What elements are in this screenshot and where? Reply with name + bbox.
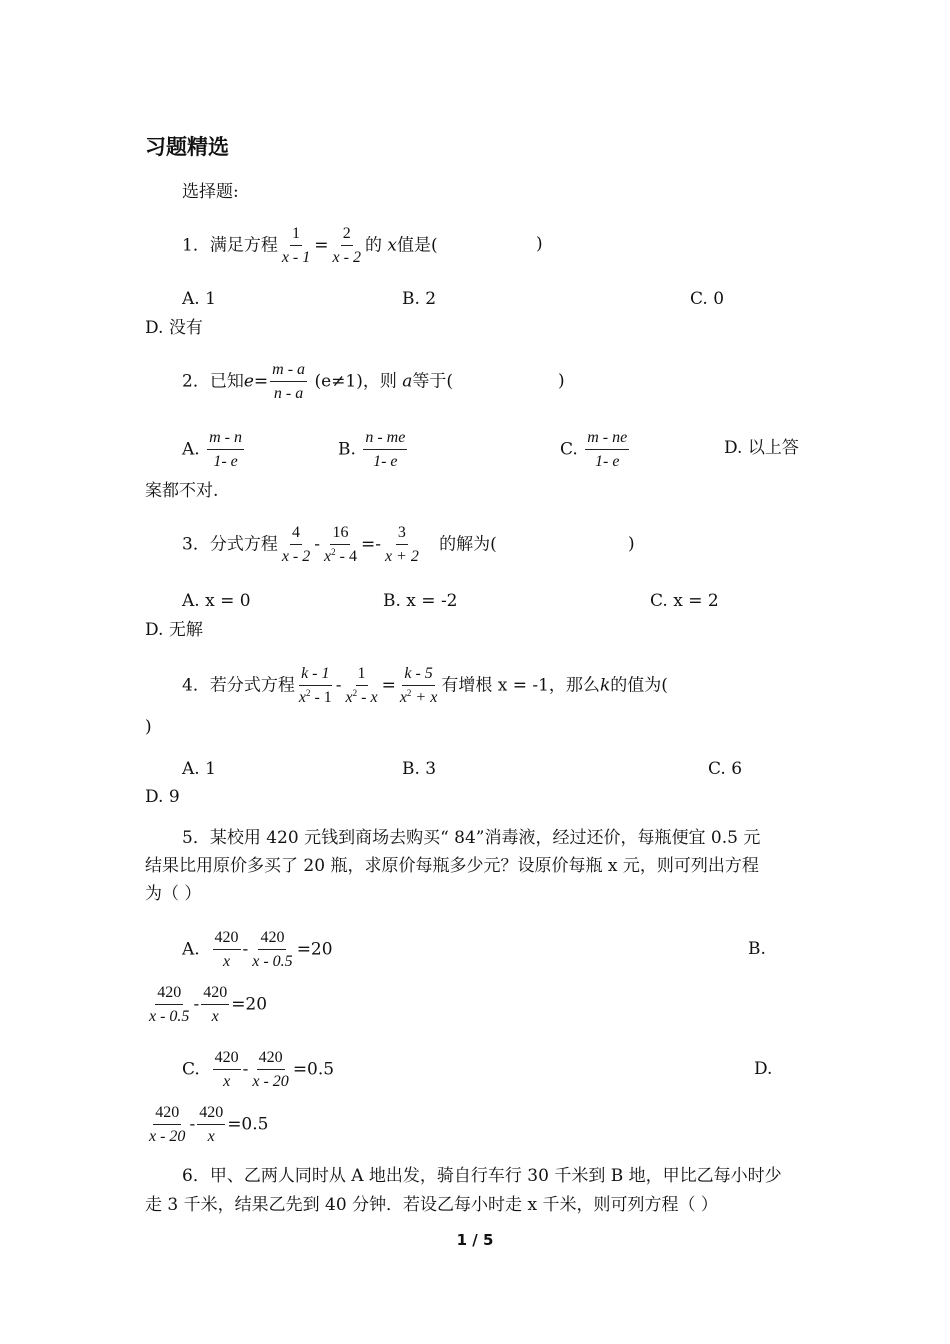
q5-a-fraction-1: $\frac{420}{x}$ (214, 929, 239, 970)
q4-variable: k (599, 675, 611, 696)
q4-fraction-2: $\frac{1}{x^2 - x}$ (345, 665, 378, 706)
q5-option-d-label: D. (754, 1059, 773, 1079)
q5-line-2: 结果比用原价多买了 20 瓶，求原价每瓶多少元？设原价每瓶 x 元，则可列出方程 (145, 856, 759, 876)
q4-fraction-3: $\frac{k - 5}{x^2 + x}$ (399, 665, 438, 706)
q3-option-d: D. 无解 (145, 620, 203, 640)
q5-c-fraction-2: $\frac{420}{x - 20}$ (252, 1049, 289, 1090)
q5-option-d: $\frac{420}{x - 20}$ - $\frac{420}{x}$ =0.5 (149, 1104, 269, 1145)
q2-option-c: C. $\frac{m - ne}{1- e}$ (560, 429, 628, 470)
page-title: 习题精选 (145, 135, 229, 159)
q5-option-c: C. $\frac{420}{x}$ - $\frac{420}{x - 20}$ =0.5 (182, 1049, 335, 1090)
q1-suffix: 的 (364, 235, 382, 256)
q3-option-c: C. x = 2 (650, 591, 719, 611)
q4-option-d: D. 9 (145, 787, 180, 807)
q3-option-a: A. x = 0 (182, 591, 251, 611)
q2-close-paren: ) (558, 371, 565, 391)
q1-fraction-1: $\frac{1}{x - 1}$ (281, 225, 311, 266)
equals-sign: =- (360, 534, 381, 555)
q5-b-fraction-2: $\frac{420}{x}$ (203, 984, 228, 1025)
q4-close-paren: ) (145, 717, 152, 737)
q2-variable: a (402, 371, 413, 392)
q6-line-2: 走 3 千米，结果乙先到 40 分钟．若设乙每小时走 x 千米，则可列方程（ ） (145, 1195, 718, 1215)
q4-suffix: 有增根 x = -1，那么 (441, 675, 600, 696)
q4-option-c: C. 6 (708, 759, 743, 779)
q1-variable: x (387, 235, 397, 256)
q2-option-c-fraction: $\frac{m - ne}{1- e}$ (587, 429, 628, 470)
q2-suffix: 等于( (412, 371, 454, 392)
q5-option-a: A. $\frac{420}{x}$ - $\frac{420}{x - 0.5}$ =20 (182, 929, 333, 970)
question-2 (182, 360, 453, 404)
q1-option-c: C. 0 (690, 289, 725, 309)
q2-condition: (e≠1)，则 (314, 371, 397, 392)
q1-option-a: A. 1 (182, 289, 216, 309)
q4-option-b: B. 3 (402, 759, 437, 779)
question-3 (182, 523, 497, 567)
equals-sign: = (314, 235, 329, 256)
q2-option-d: D. 以上答 (724, 438, 799, 458)
q3-prefix: 3．分式方程 (182, 534, 278, 555)
q1-fraction-2: $\frac{2}{x - 2}$ (332, 225, 361, 266)
q5-a-fraction-2: $\frac{420}{x - 0.5}$ (252, 929, 293, 970)
q3-fraction-2: $\frac{16}{x^2 - 4}$ (324, 524, 357, 565)
q5-b-fraction-1: $\frac{420}{x - 0.5}$ (149, 984, 190, 1025)
q3-fraction-3: $\frac{3}{x + 2}$ (384, 524, 419, 565)
page-number: 1 / 5 (456, 1231, 494, 1249)
q2-option-a-fraction: $\frac{m - n}{1- e}$ (209, 429, 242, 470)
q2-option-b: B. $\frac{n - me}{1- e}$ (338, 429, 406, 470)
q3-option-b: B. x = -2 (383, 591, 458, 611)
q2-fraction: $\frac{m - a}{n - a}$ (272, 361, 306, 402)
q5-d-fraction-2: $\frac{420}{x}$ (199, 1104, 224, 1145)
q1-prefix: 1．满足方程 (182, 235, 278, 256)
q1-close-paren: ) (536, 234, 543, 254)
question-1 (182, 224, 438, 268)
q2-option-b-fraction: $\frac{n - me}{1- e}$ (365, 429, 406, 470)
q6-line-1: 6．甲、乙两人同时从 A 地出发，骑自行车行 30 千米到 B 地，甲比乙每小时少 (182, 1166, 782, 1186)
equals-sign: = (253, 371, 269, 392)
q1-option-b: B. 2 (402, 289, 437, 309)
question-4 (182, 664, 668, 708)
q5-option-b-label: B. (748, 939, 766, 959)
q4-suffix-b: 的值为( (610, 675, 668, 696)
q4-prefix: 4．若分式方程 (182, 675, 295, 696)
q2-prefix: 2．已知 (182, 371, 244, 392)
section-heading: 选择题: (182, 182, 239, 202)
q5-line-3: 为（ ） (145, 884, 202, 904)
minus-sign: - (314, 534, 321, 555)
q3-suffix: 的解为( (439, 534, 497, 555)
q3-fraction-1: $\frac{4}{x - 2}$ (281, 524, 311, 565)
q4-fraction-1: $\frac{k - 1}{x^2 - 1}$ (298, 665, 332, 706)
q5-c-fraction-1: $\frac{420}{x}$ (214, 1049, 239, 1090)
q3-close-paren: ) (628, 534, 635, 554)
q2-e: e (243, 371, 254, 392)
q4-option-a: A. 1 (182, 759, 216, 779)
q2-option-a: A. $\frac{m - n}{1- e}$ (182, 429, 242, 470)
q5-option-b: $\frac{420}{x - 0.5}$ - $\frac{420}{x}$ =20 (149, 984, 268, 1025)
minus-sign: - (335, 675, 342, 696)
equals-sign: = (381, 675, 396, 696)
q1-option-d: D. 没有 (145, 318, 203, 338)
q1-suffix-b: 值是( (396, 235, 438, 256)
q5-line-1: 5．某校用 420 元钱到商场去购买“ 84”消毒液，经过还价，每瓶便宜 0.5 元 (182, 828, 761, 848)
q5-d-fraction-1: $\frac{420}{x - 20}$ (149, 1104, 186, 1145)
q2-option-d-continued: 案都不对. (145, 481, 219, 501)
